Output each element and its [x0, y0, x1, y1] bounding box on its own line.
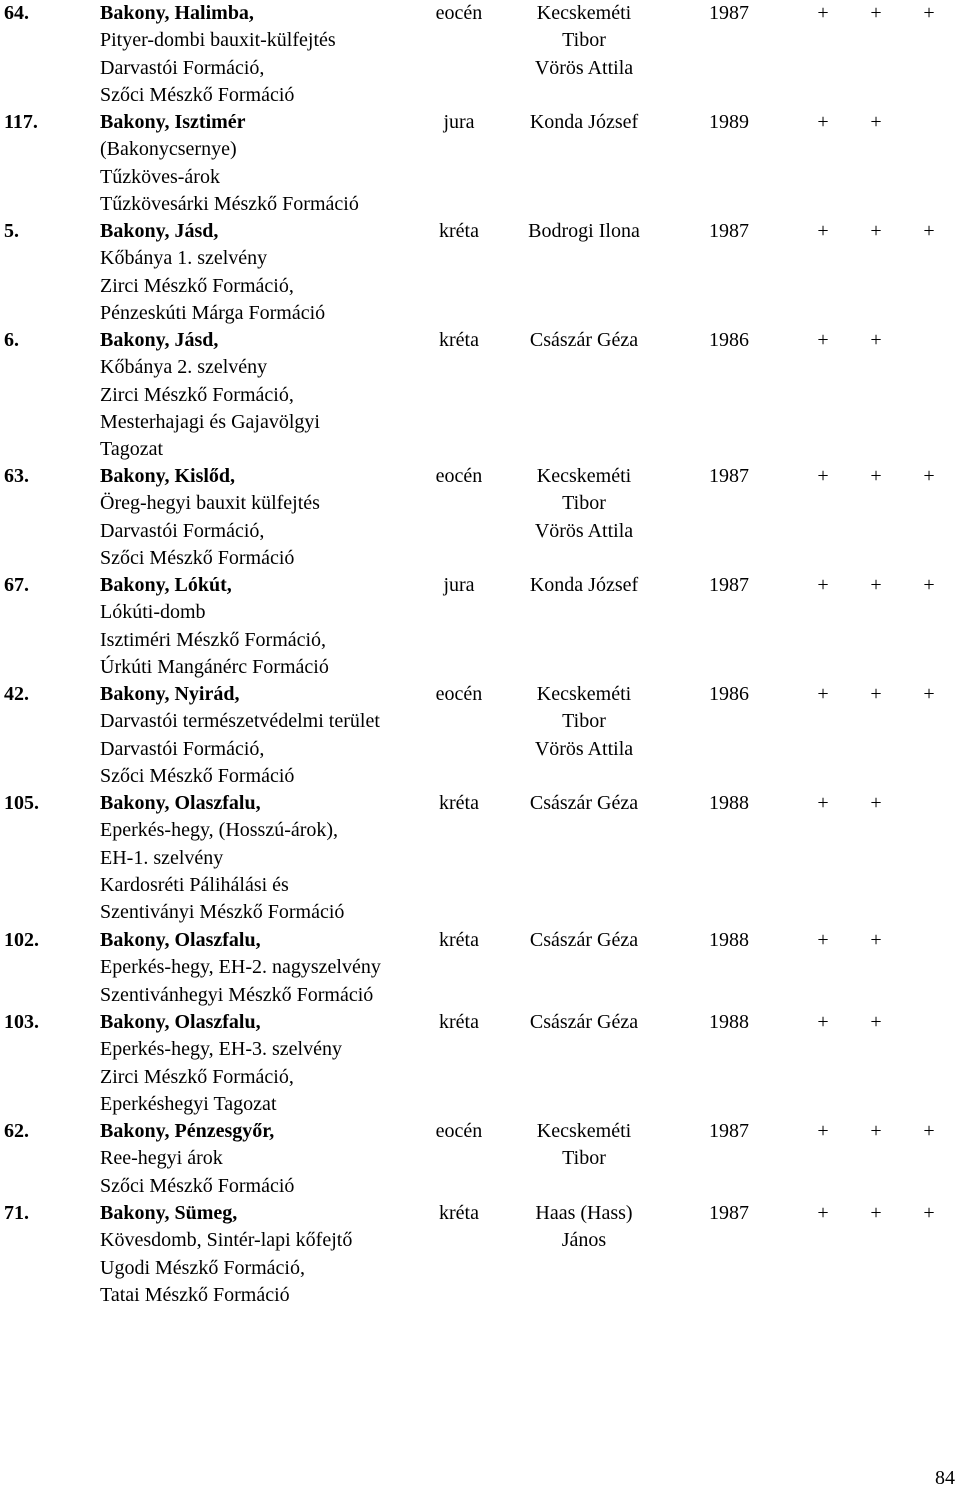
- locality-detail: Mesterhajagi és Gajavölgyi: [100, 410, 320, 433]
- collector-line: Vörös Attila: [534, 737, 634, 760]
- year: 1987: [709, 2, 749, 24]
- locality-name: Bakony, Sümeg,: [100, 1202, 238, 1224]
- locality-description: [100, 790, 344, 926]
- locality-description: [100, 463, 320, 572]
- plus-mark: +: [817, 792, 829, 814]
- plus-mark: +: [817, 329, 829, 351]
- locality-name: Bakony, Jásd,: [100, 220, 219, 242]
- locality-description: [100, 681, 380, 790]
- plus-mark: +: [817, 929, 829, 951]
- collector: [512, 218, 656, 245]
- entry-number: 105.: [4, 792, 39, 814]
- collector: [512, 109, 656, 136]
- plus-mark: +: [923, 683, 935, 705]
- year: 1989: [709, 111, 749, 133]
- year: 1987: [709, 1120, 749, 1142]
- collector: [512, 0, 656, 82]
- locality-detail: Eperkés-hegy, (Hosszú-árok),: [100, 819, 339, 842]
- collector-line: Kecskeméti: [536, 1120, 632, 1142]
- plus-mark: +: [817, 465, 829, 487]
- locality-detail: Szőci Mészkő Formáció: [100, 764, 295, 787]
- locality-name: Bakony, Olaszfalu,: [100, 1011, 261, 1033]
- collector: [512, 327, 656, 354]
- entry-number: 71.: [4, 1202, 29, 1224]
- collector: [512, 572, 656, 599]
- entry-number: 42.: [4, 683, 29, 705]
- geologic-age: kréta: [439, 220, 479, 242]
- plus-mark: +: [923, 2, 935, 24]
- locality-detail: Zirci Mészkő Formáció,: [100, 1065, 294, 1088]
- geologic-age: jura: [443, 111, 475, 133]
- plus-mark: +: [817, 574, 829, 596]
- plus-mark: +: [870, 111, 882, 133]
- locality-detail: Szentiványi Mészkő Formáció: [100, 901, 345, 924]
- year: 1987: [709, 465, 749, 487]
- collector-line: Konda József: [529, 574, 639, 596]
- collector: [512, 1009, 656, 1036]
- entry-number: 62.: [4, 1120, 29, 1142]
- plus-mark: +: [923, 465, 935, 487]
- locality-name: Bakony, Kislőd,: [100, 465, 236, 487]
- collector-line: Vörös Attila: [534, 56, 634, 79]
- collector: [512, 927, 656, 954]
- locality-detail: Lókúti-domb: [100, 601, 206, 624]
- locality-detail: Eperkés-hegy, EH-3. szelvény: [100, 1038, 342, 1061]
- collector: [512, 463, 656, 545]
- collector-line: Konda József: [529, 111, 639, 133]
- plus-mark: +: [870, 574, 882, 596]
- plus-mark: +: [870, 220, 882, 242]
- collector-line: Császár Géza: [529, 329, 639, 351]
- year: 1988: [709, 1011, 749, 1033]
- collector-line: Császár Géza: [529, 929, 639, 951]
- locality-detail: Ugodi Mészkő Formáció,: [100, 1256, 305, 1279]
- locality-detail: EH-1. szelvény: [100, 846, 224, 869]
- locality-name: Bakony, Jásd,: [100, 329, 219, 351]
- year: 1987: [709, 1202, 749, 1224]
- plus-mark: +: [923, 1120, 935, 1142]
- locality-detail: Eperkés-hegy, EH-2. nagyszelvény: [100, 956, 381, 979]
- geologic-age: kréta: [439, 929, 479, 951]
- locality-name: Bakony, Halimba,: [100, 2, 254, 24]
- year: 1988: [709, 792, 749, 814]
- plus-mark: +: [870, 1011, 882, 1033]
- plus-mark: +: [870, 929, 882, 951]
- locality-description: [100, 109, 359, 218]
- locality-description: [100, 1200, 352, 1309]
- entry-number: 5.: [4, 220, 19, 242]
- plus-mark: +: [817, 2, 829, 24]
- plus-mark: +: [817, 220, 829, 242]
- locality-detail: Darvastói Formáció,: [100, 519, 265, 542]
- locality-detail: Szentivánhegyi Mészkő Formáció: [100, 983, 374, 1006]
- locality-detail: Eperkéshegyi Tagozat: [100, 1092, 277, 1115]
- locality-description: [100, 0, 336, 109]
- plus-mark: +: [923, 1202, 935, 1224]
- entry-number: 103.: [4, 1011, 39, 1033]
- entry-number: 64.: [4, 2, 29, 24]
- collector: [512, 681, 656, 763]
- locality-detail: Kőbánya 1. szelvény: [100, 247, 268, 270]
- entry-number: 67.: [4, 574, 29, 596]
- locality-detail: Szőci Mészkő Formáció: [100, 546, 295, 569]
- locality-description: [100, 572, 329, 681]
- locality-name: Bakony, Olaszfalu,: [100, 929, 261, 951]
- collector-line: Kecskeméti: [536, 2, 632, 24]
- entry-number: 63.: [4, 465, 29, 487]
- plus-mark: +: [870, 329, 882, 351]
- locality-name: Bakony, Lókút,: [100, 574, 232, 596]
- locality-detail: Zirci Mészkő Formáció,: [100, 274, 294, 297]
- plus-mark: +: [817, 1120, 829, 1142]
- collector-line: Tibor: [562, 1147, 606, 1170]
- locality-detail: Szőci Mészkő Formáció: [100, 83, 295, 106]
- plus-mark: +: [817, 1011, 829, 1033]
- year: 1987: [709, 220, 749, 242]
- locality-detail: Pityer-dombi bauxit-külfejtés: [100, 29, 336, 52]
- collector-line: Császár Géza: [529, 792, 639, 814]
- locality-description: [100, 1118, 294, 1200]
- locality-detail: Kövesdomb, Sintér-lapi kőfejtő: [100, 1229, 353, 1252]
- locality-name: Bakony, Olaszfalu,: [100, 792, 261, 814]
- collector-line: Tibor: [562, 710, 606, 733]
- locality-detail: Úrkúti Mangánérc Formáció: [100, 655, 329, 678]
- locality-detail: Zirci Mészkő Formáció,: [100, 383, 294, 406]
- locality-description: [100, 218, 325, 327]
- geologic-age: jura: [443, 574, 475, 596]
- locality-name: Bakony, Nyirád,: [100, 683, 240, 705]
- locality-detail: Darvastói Formáció,: [100, 56, 265, 79]
- locality-name: Bakony, Pénzesgyőr,: [100, 1120, 275, 1142]
- collector-line: Tibor: [562, 29, 606, 52]
- geologic-age: eocén: [435, 465, 483, 487]
- locality-detail: Isztiméri Mészkő Formáció,: [100, 628, 327, 651]
- locality-detail: Szőci Mészkő Formáció: [100, 1174, 295, 1197]
- collector-line: Bodrogi Ilona: [528, 220, 640, 242]
- collector-line: János: [561, 1229, 607, 1252]
- locality-detail: Tűzköves-árok: [100, 165, 220, 188]
- geologic-age: eocén: [435, 1120, 483, 1142]
- locality-detail: (Bakonycsernye): [100, 138, 237, 161]
- locality-detail: Kőbánya 2. szelvény: [100, 356, 268, 379]
- locality-description: [100, 927, 381, 1009]
- collector-line: Kecskeméti: [536, 683, 632, 705]
- locality-detail: Darvastói Formáció,: [100, 737, 265, 760]
- collector-line: Tibor: [562, 492, 606, 515]
- locality-description: [100, 1009, 342, 1118]
- locality-detail: Ree-hegyi árok: [100, 1147, 223, 1170]
- collector: [512, 1200, 656, 1255]
- year: 1986: [709, 683, 749, 705]
- plus-mark: +: [870, 2, 882, 24]
- page-number: 84: [935, 1467, 955, 1489]
- entry-number: 117.: [4, 111, 38, 133]
- locality-detail: Pénzeskúti Márga Formáció: [100, 301, 326, 324]
- collector-line: Vörös Attila: [534, 519, 634, 542]
- geologic-age: kréta: [439, 1011, 479, 1033]
- locality-detail: Tatai Mészkő Formáció: [100, 1283, 290, 1306]
- plus-mark: +: [923, 574, 935, 596]
- locality-description: [100, 327, 320, 463]
- locality-detail: Darvastói természetvédelmi terület: [100, 710, 380, 733]
- plus-mark: +: [870, 1202, 882, 1224]
- geologic-age: kréta: [439, 1202, 479, 1224]
- locality-detail: Kardosréti Pálihálási és: [100, 873, 289, 896]
- year: 1986: [709, 329, 749, 351]
- plus-mark: +: [817, 111, 829, 133]
- locality-detail: Öreg-hegyi bauxit külfejtés: [100, 492, 320, 515]
- geologic-age: eocén: [435, 683, 483, 705]
- plus-mark: +: [923, 220, 935, 242]
- plus-mark: +: [870, 1120, 882, 1142]
- plus-mark: +: [870, 792, 882, 814]
- plus-mark: +: [870, 465, 882, 487]
- locality-detail: Tagozat: [100, 438, 164, 461]
- year: 1988: [709, 929, 749, 951]
- geologic-age: eocén: [435, 2, 483, 24]
- year: 1987: [709, 574, 749, 596]
- entry-number: 102.: [4, 929, 39, 951]
- locality-detail: Tűzkövesárki Mészkő Formáció: [100, 192, 359, 215]
- collector-line: Császár Géza: [529, 1011, 639, 1033]
- collector-line: Kecskeméti: [536, 465, 632, 487]
- collector: [512, 790, 656, 817]
- plus-mark: +: [870, 683, 882, 705]
- geologic-age: kréta: [439, 329, 479, 351]
- entry-number: 6.: [4, 329, 19, 351]
- geologic-age: kréta: [439, 792, 479, 814]
- collector-line: Haas (Hass): [535, 1202, 633, 1224]
- plus-mark: +: [817, 683, 829, 705]
- collector: [512, 1118, 656, 1173]
- locality-name: Bakony, Isztimér: [100, 111, 246, 133]
- plus-mark: +: [817, 1202, 829, 1224]
